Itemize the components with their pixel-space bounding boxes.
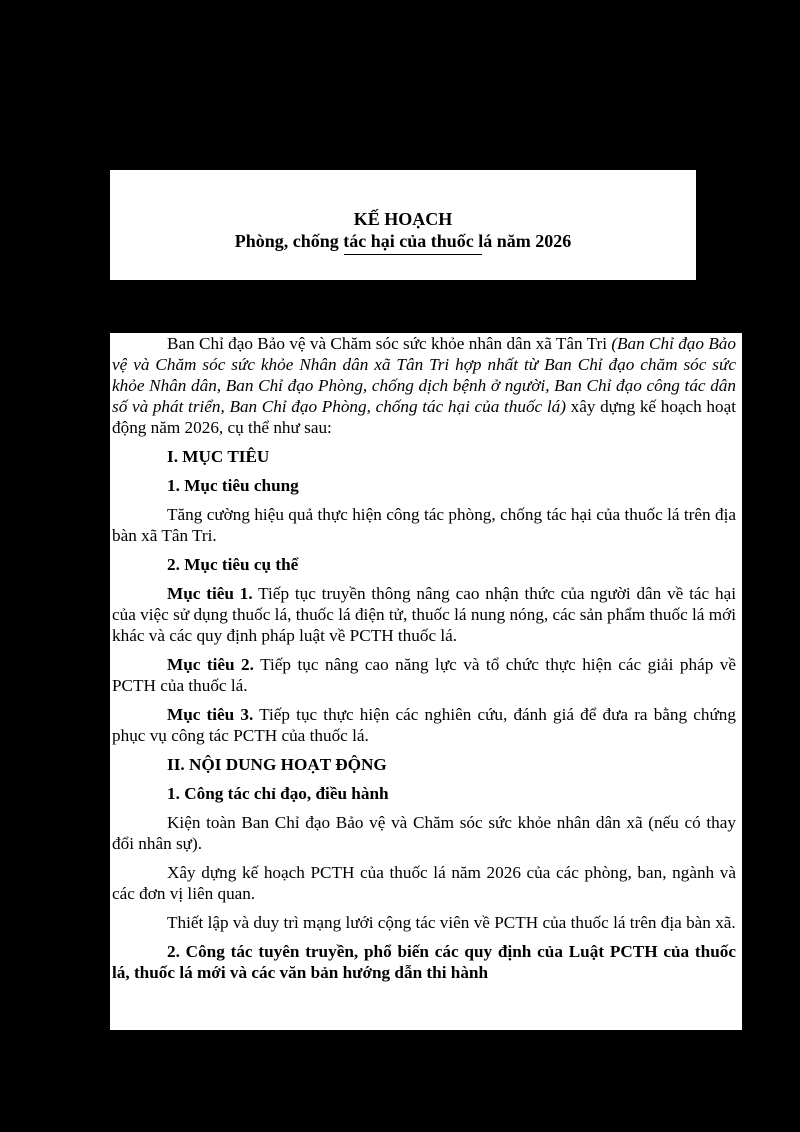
section-2-heading: II. NỘI DUNG HOẠT ĐỘNG [167,755,387,774]
document-subtitle: Phòng, chống tác hại của thuốc lá năm 2026 [234,231,572,251]
section-1-sub-1-text: Tăng cường hiệu quả thực hiện công tác phòng, chống tác hại của thuốc lá trên địa bàn xã Tân Tri. [112,505,736,545]
section-2-sub-1: 1. Công tác chỉ đạo, điều hành [167,784,389,803]
intro-paragraph [112,333,736,438]
section-1-sub-2: 2. Mục tiêu cụ thể [167,555,299,574]
goal-3-label: Mục tiêu 3. [167,705,254,724]
document-body [110,333,742,1030]
goal-1-text: Tiếp tục truyền thông nâng cao nhận thức của người dân về tác hại của việc sử dụng thuốc lá, thuốc lá điện tử, thuốc lá nung nóng, các sản phẩm thuốc lá mới khác và các quy định pháp luật về PCTH thuốc lá. [112,584,736,645]
section-2-sub-2: 2. Công tác tuyên truyền, phổ biến các quy định của Luật PCTH của thuốc lá, thuốc lá mới và các văn bản hướng dẫn thi hành [112,942,736,982]
title-underline [344,254,482,255]
document-title: KẾ HOẠCH [353,209,453,229]
section-2-para-2: Xây dựng kế hoạch PCTH của thuốc lá năm 2026 của các phòng, ban, ngành và các đơn vị liên quan. [112,863,736,903]
intro-lead: Ban Chỉ đạo Bảo vệ và Chăm sóc sức khỏe nhân dân xã Tân Tri [167,334,607,353]
section-1-sub-1: 1. Mục tiêu chung [167,476,299,495]
section-1-heading: I. MỤC TIÊU [167,447,270,466]
goal-2 [112,654,736,696]
body-content [112,333,736,983]
section-2-para-3: Thiết lập và duy trì mạng lưới cộng tác viên về PCTH của thuốc lá trên địa bàn xã. [167,913,736,932]
goal-1 [112,583,736,646]
goal-3 [112,704,736,746]
intro-italic: (Ban Chỉ đạo Bảo vệ và Chăm sóc sức khỏe Nhân dân xã Tân Tri hợp nhất từ Ban Chỉ đạo chăm sóc sức khỏe Nhân dân, Ban Chỉ đạo Phòng, chống dịch bệnh ở người, Ban Chỉ đạo công tác dân số và phát triển, Ban Chỉ đạo Phòng, chống tác hại của thuốc lá) [112,334,736,416]
document-header [110,170,696,280]
intro-tail: xây dựng kế hoạch hoạt động năm 2026, cụ thể như sau: [112,397,737,437]
goal-3-text: Tiếp tục thực hiện các nghiên cứu, đánh giá để đưa ra bằng chứng phục vụ công tác PCTH của thuốc lá. [112,705,736,745]
section-2-para-1: Kiện toàn Ban Chỉ đạo Bảo vệ và Chăm sóc sức khỏe nhân dân xã (nếu có thay đổi nhân sự). [112,813,736,853]
goal-2-label: Mục tiêu 2. [167,655,254,674]
goal-1-label: Mục tiêu 1. [167,584,253,603]
goal-2-text: Tiếp tục nâng cao năng lực và tổ chức thực hiện các giải pháp về PCTH của thuốc lá. [112,655,736,695]
